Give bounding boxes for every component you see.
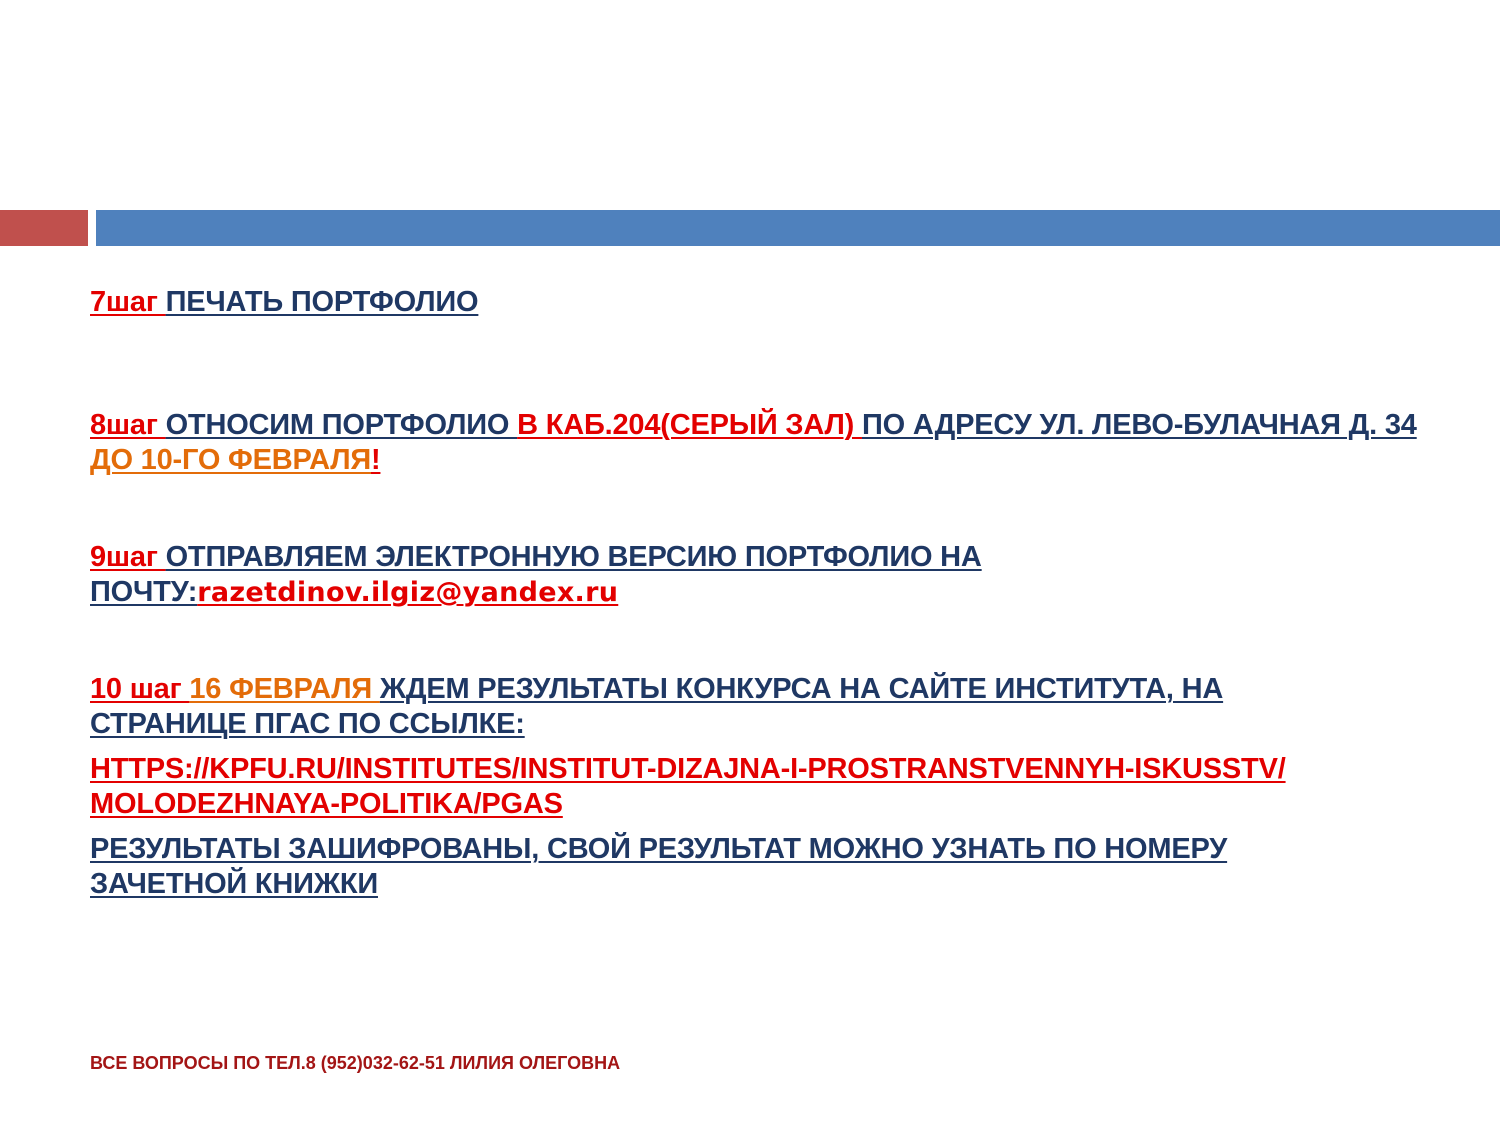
- step-8: [90, 408, 1450, 478]
- email-link[interactable]: razetdinov.ilgiz@yandex.ru: [197, 577, 619, 608]
- step-8-address: ПО АДРЕСУ УЛ. ЛЕВО-БУЛАЧНАЯ Д. 34: [861, 409, 1417, 441]
- step-10-text: ЖДЕМ РЕЗУЛЬТАТЫ КОНКУРСА НА САЙТЕ ИНСТИТУТА, НА СТРАНИЦЕ ПГАС ПО ССЫЛКЕ:: [90, 673, 1224, 740]
- accent-bar-blue: [96, 210, 1500, 246]
- results-link-paragraph: [90, 752, 1290, 822]
- results-link[interactable]: HTTPS://KPFU.RU/INSTITUTES/INSTITUT-DIZAJNA-I-PROSTRANSTVENNYH-ISKUSSTV/MOLODEZHNAYA-POLITIKA/PGAS: [90, 753, 1286, 820]
- step-9-text: ОТПРАВЛЯЕМ ЭЛЕКТРОННУЮ ВЕРСИЮ ПОРТФОЛИО НА ПОЧТУ:: [90, 541, 982, 608]
- footer-contact: ВСЕ ВОПРОСЫ ПО ТЕЛ.8 (952)032-62-51 ЛИЛИЯ ОЛЕГОВНА: [90, 1053, 621, 1073]
- step-9-label: 9шаг: [90, 541, 166, 573]
- step-7-label: 7шаг: [90, 286, 166, 318]
- step-9: [90, 540, 1090, 610]
- step-7-text: ПЕЧАТЬ ПОРТФОЛИО: [165, 286, 479, 318]
- step-10-date: 16 ФЕВРАЛЯ: [189, 673, 380, 705]
- step-7: [90, 285, 1450, 320]
- step-8-label: 8шаг: [90, 409, 166, 441]
- step-8-exclaim: !: [370, 444, 381, 476]
- step-10: [90, 672, 1350, 742]
- step-8-deadline: ДО 10-ГО ФЕВРАЛЯ: [90, 444, 371, 476]
- step-10-label: 10 шаг: [90, 673, 190, 705]
- accent-bar-red: [0, 210, 88, 246]
- results-note: [90, 832, 1350, 902]
- step-8-text: ОТНОСИМ ПОРТФОЛИО: [165, 409, 518, 441]
- step-8-place: В КАБ.204(СЕРЫЙ ЗАЛ): [517, 409, 862, 441]
- slide-content: [90, 285, 1450, 902]
- results-note-text: РЕЗУЛЬТАТЫ ЗАШИФРОВАНЫ, СВОЙ РЕЗУЛЬТАТ МОЖНО УЗНАТЬ ПО НОМЕРУ ЗАЧЕТНОЙ КНИЖКИ: [90, 833, 1228, 900]
